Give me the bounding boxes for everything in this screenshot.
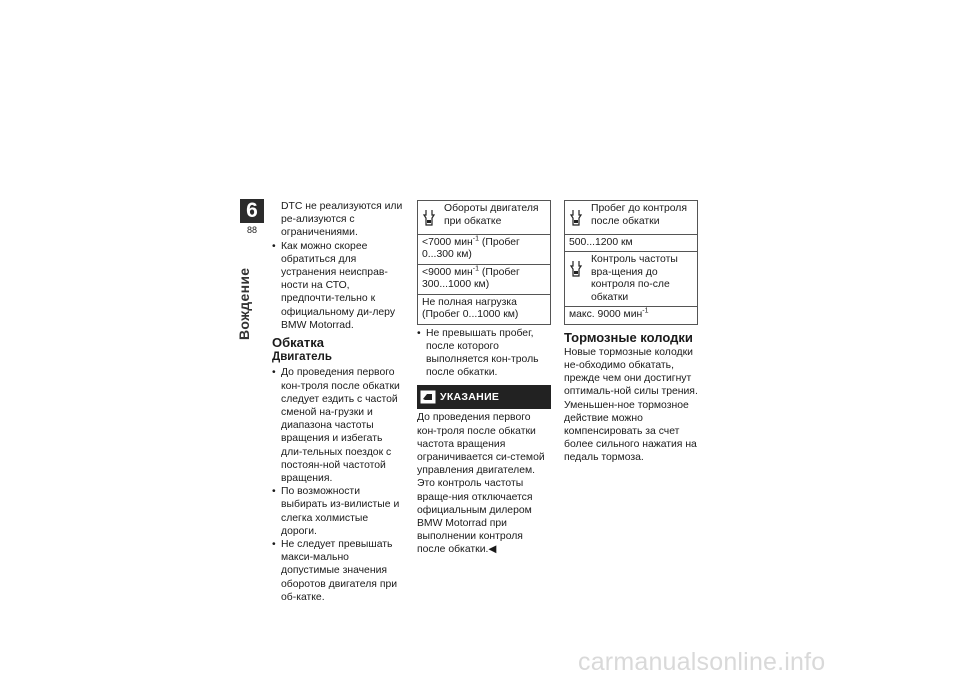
paragraph: DTC не реализуются или ре-ализуются с ограничениями.: [281, 201, 403, 239]
wrench-spec-icon: [569, 254, 591, 283]
paragraph: Новые тормозные колодки не-обходимо обкатать, прежде чем они достигнут оптималь-ной силы трения. Уменьшен-ное тормозное действие можно компенсировать за счет более сильного нажатия на педаль тормоза.: [564, 346, 698, 464]
table-row: Не полная нагрузка (Пробег 0...1000 км): [418, 294, 550, 324]
chapter-number: 6: [240, 199, 264, 223]
wrench-spec-icon: [569, 203, 591, 232]
table-row: макс. 9000 мин$^{-1}$: [565, 306, 697, 324]
table-row: <9000 мин$^{-1}$ (Пробег 300...1000 км): [418, 264, 550, 294]
table-row: <7000 мин$^{-1}$ (Пробег 0...300 км): [418, 234, 550, 264]
table-row: 500...1200 км: [565, 234, 697, 252]
spec-table: [564, 252, 698, 325]
column-1: [272, 200, 404, 604]
table-header: Контроль частоты вра-щения до контроля по-сле обкатки: [565, 252, 697, 306]
section-heading: Тормозные колодки: [564, 329, 693, 345]
page-number: 88: [246, 225, 257, 235]
chapter-title: Вождение: [236, 267, 252, 340]
subsection-heading: Двигатель: [272, 351, 332, 364]
list-item: • До проведения первого кон-троля после обкатки следует ездить с частой сменой на-грузки и диапазона частоты вращения и избегать дли-тельных поездок с постоян-ной частотой вращения.: [272, 367, 400, 485]
column-3: [564, 200, 698, 465]
watermark: carmanualsonline.info: [578, 648, 826, 676]
list-item: • Как можно скорее обратиться для устранения неисправ-ности на СТО, предпочти-тельно к официальному ди-леру BMW Motorrad.: [272, 240, 396, 331]
note-hand-icon: [420, 390, 436, 404]
list-item: • Не следует превышать макси-мально допустимые значения оборотов двигателя при об-катке.: [272, 539, 398, 603]
note-header: УКАЗАНИЕ: [417, 385, 551, 409]
end-mark: ◀: [488, 544, 497, 556]
note-text: До проведения первого кон-троля после обкатки частота вращения ограничивается си-стемой управления двигателем. Это контроль частоты враще-ния отключается официальным дилером BMW Motorrad при выполнении контроля после обкатки.◀: [417, 412, 545, 556]
column-2: [417, 200, 551, 557]
section-heading: Обкатка: [272, 335, 324, 351]
spec-table: [564, 200, 698, 252]
wrench-spec-icon: [422, 203, 444, 232]
table-header: Пробег до контроля после обкатки: [565, 201, 697, 234]
spec-table: [417, 200, 551, 325]
table-header: Обороты двигателя при обкатке: [418, 201, 550, 234]
list-item: • По возможности выбирать из-вилистые и слегка холмистые дороги.: [272, 486, 400, 537]
list-item: • Не превышать пробег, после которого выполняется кон-троль после обкатки.: [417, 327, 539, 379]
